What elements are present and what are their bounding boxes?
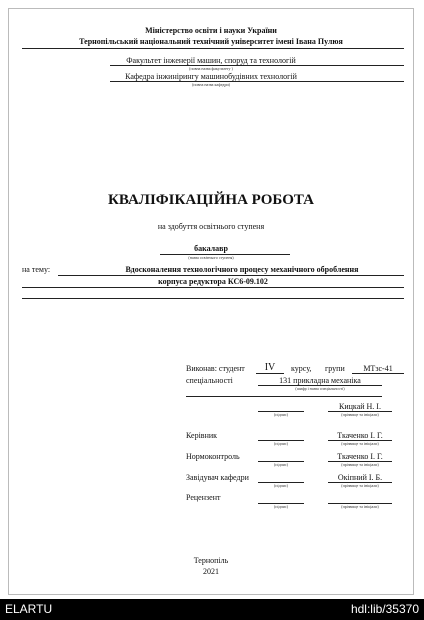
topic-underline-2 <box>22 287 404 288</box>
normcontrol-signature-caption: (підпис) <box>273 462 288 467</box>
faculty-caption: (повна назва факультету ) <box>189 66 233 71</box>
handle-id: hdl:lib/35370 <box>350 602 419 616</box>
repository-footer <box>0 599 424 620</box>
topic-label: на тему: <box>22 265 51 274</box>
university-underline <box>22 48 404 49</box>
specialty-caption: (шифр і назва спеціальності) <box>295 386 345 391</box>
specialty-value: 131 прикладна механіка <box>279 376 361 385</box>
document-title: КВАЛІФІКАЦІЙНА РОБОТА <box>108 192 314 208</box>
degree-caption: (назва освітнього ступеня) <box>188 255 234 260</box>
supervisor-name-caption: (прізвище та ініціали) <box>341 441 379 446</box>
reviewer-label: Рецензент <box>186 493 221 502</box>
topic-underline-1 <box>58 275 404 276</box>
group-label: групи <box>325 364 345 373</box>
specialty-label: спеціальності <box>186 376 233 385</box>
department-line: Кафедра інжинірингу машинобудівних технологій <box>125 72 297 81</box>
head-signature-caption: (підпис) <box>273 483 288 488</box>
performed-label: Виконав: студент <box>186 364 245 373</box>
student-signature-caption: (підпис) <box>273 412 288 417</box>
faculty-line: Факультет інженерії машин, споруд та технологій <box>126 56 296 65</box>
repository-name: ELARTU <box>5 602 53 616</box>
year: 2021 <box>203 567 219 576</box>
reviewer-name-caption: (прізвище та ініціали) <box>341 504 379 509</box>
topic-line-2: корпуса редуктора КС6-09.102 <box>158 277 268 286</box>
student-name: Кицкай Н. І. <box>339 402 381 411</box>
city: Тернопіль <box>193 556 229 565</box>
ministry-line: Міністерство освіти і науки України <box>145 26 277 35</box>
degree-subtitle: на здобуття освітнього ступеня <box>157 222 265 231</box>
department-caption: (повна назва кафедри) <box>192 82 230 87</box>
head-label: Завідувач кафедри <box>186 473 249 482</box>
supervisor-name: Ткаченко І. Г. <box>337 431 383 440</box>
course-underline <box>256 373 284 374</box>
normcontrol-label: Нормоконтроль <box>186 452 240 461</box>
specialty-underline-2 <box>186 396 382 397</box>
degree-value: бакалавр <box>194 244 228 253</box>
topic-underline-3 <box>22 298 404 299</box>
head-name: Окіпний І. Б. <box>337 473 383 482</box>
student-name-caption: (прізвище та ініціали) <box>341 412 379 417</box>
topic-line-1: Вдосконалення технологічного процесу механічного оброблення <box>125 265 359 274</box>
normcontrol-name-caption: (прізвище та ініціали) <box>341 462 379 467</box>
head-name-caption: (прізвище та ініціали) <box>341 483 379 488</box>
group-value: МТзс-41 <box>363 364 393 373</box>
supervisor-label: Керівник <box>186 431 218 440</box>
reviewer-signature-caption: (підпис) <box>273 504 288 509</box>
group-underline <box>352 373 404 374</box>
university-line: Тернопільський національний технічний університет імені Івана Пулюя <box>79 37 343 46</box>
supervisor-signature-caption: (підпис) <box>273 441 288 446</box>
course-value: IV <box>264 362 276 373</box>
course-label: курсу, <box>291 364 312 373</box>
normcontrol-name: Ткаченко І. Г. <box>337 452 383 461</box>
